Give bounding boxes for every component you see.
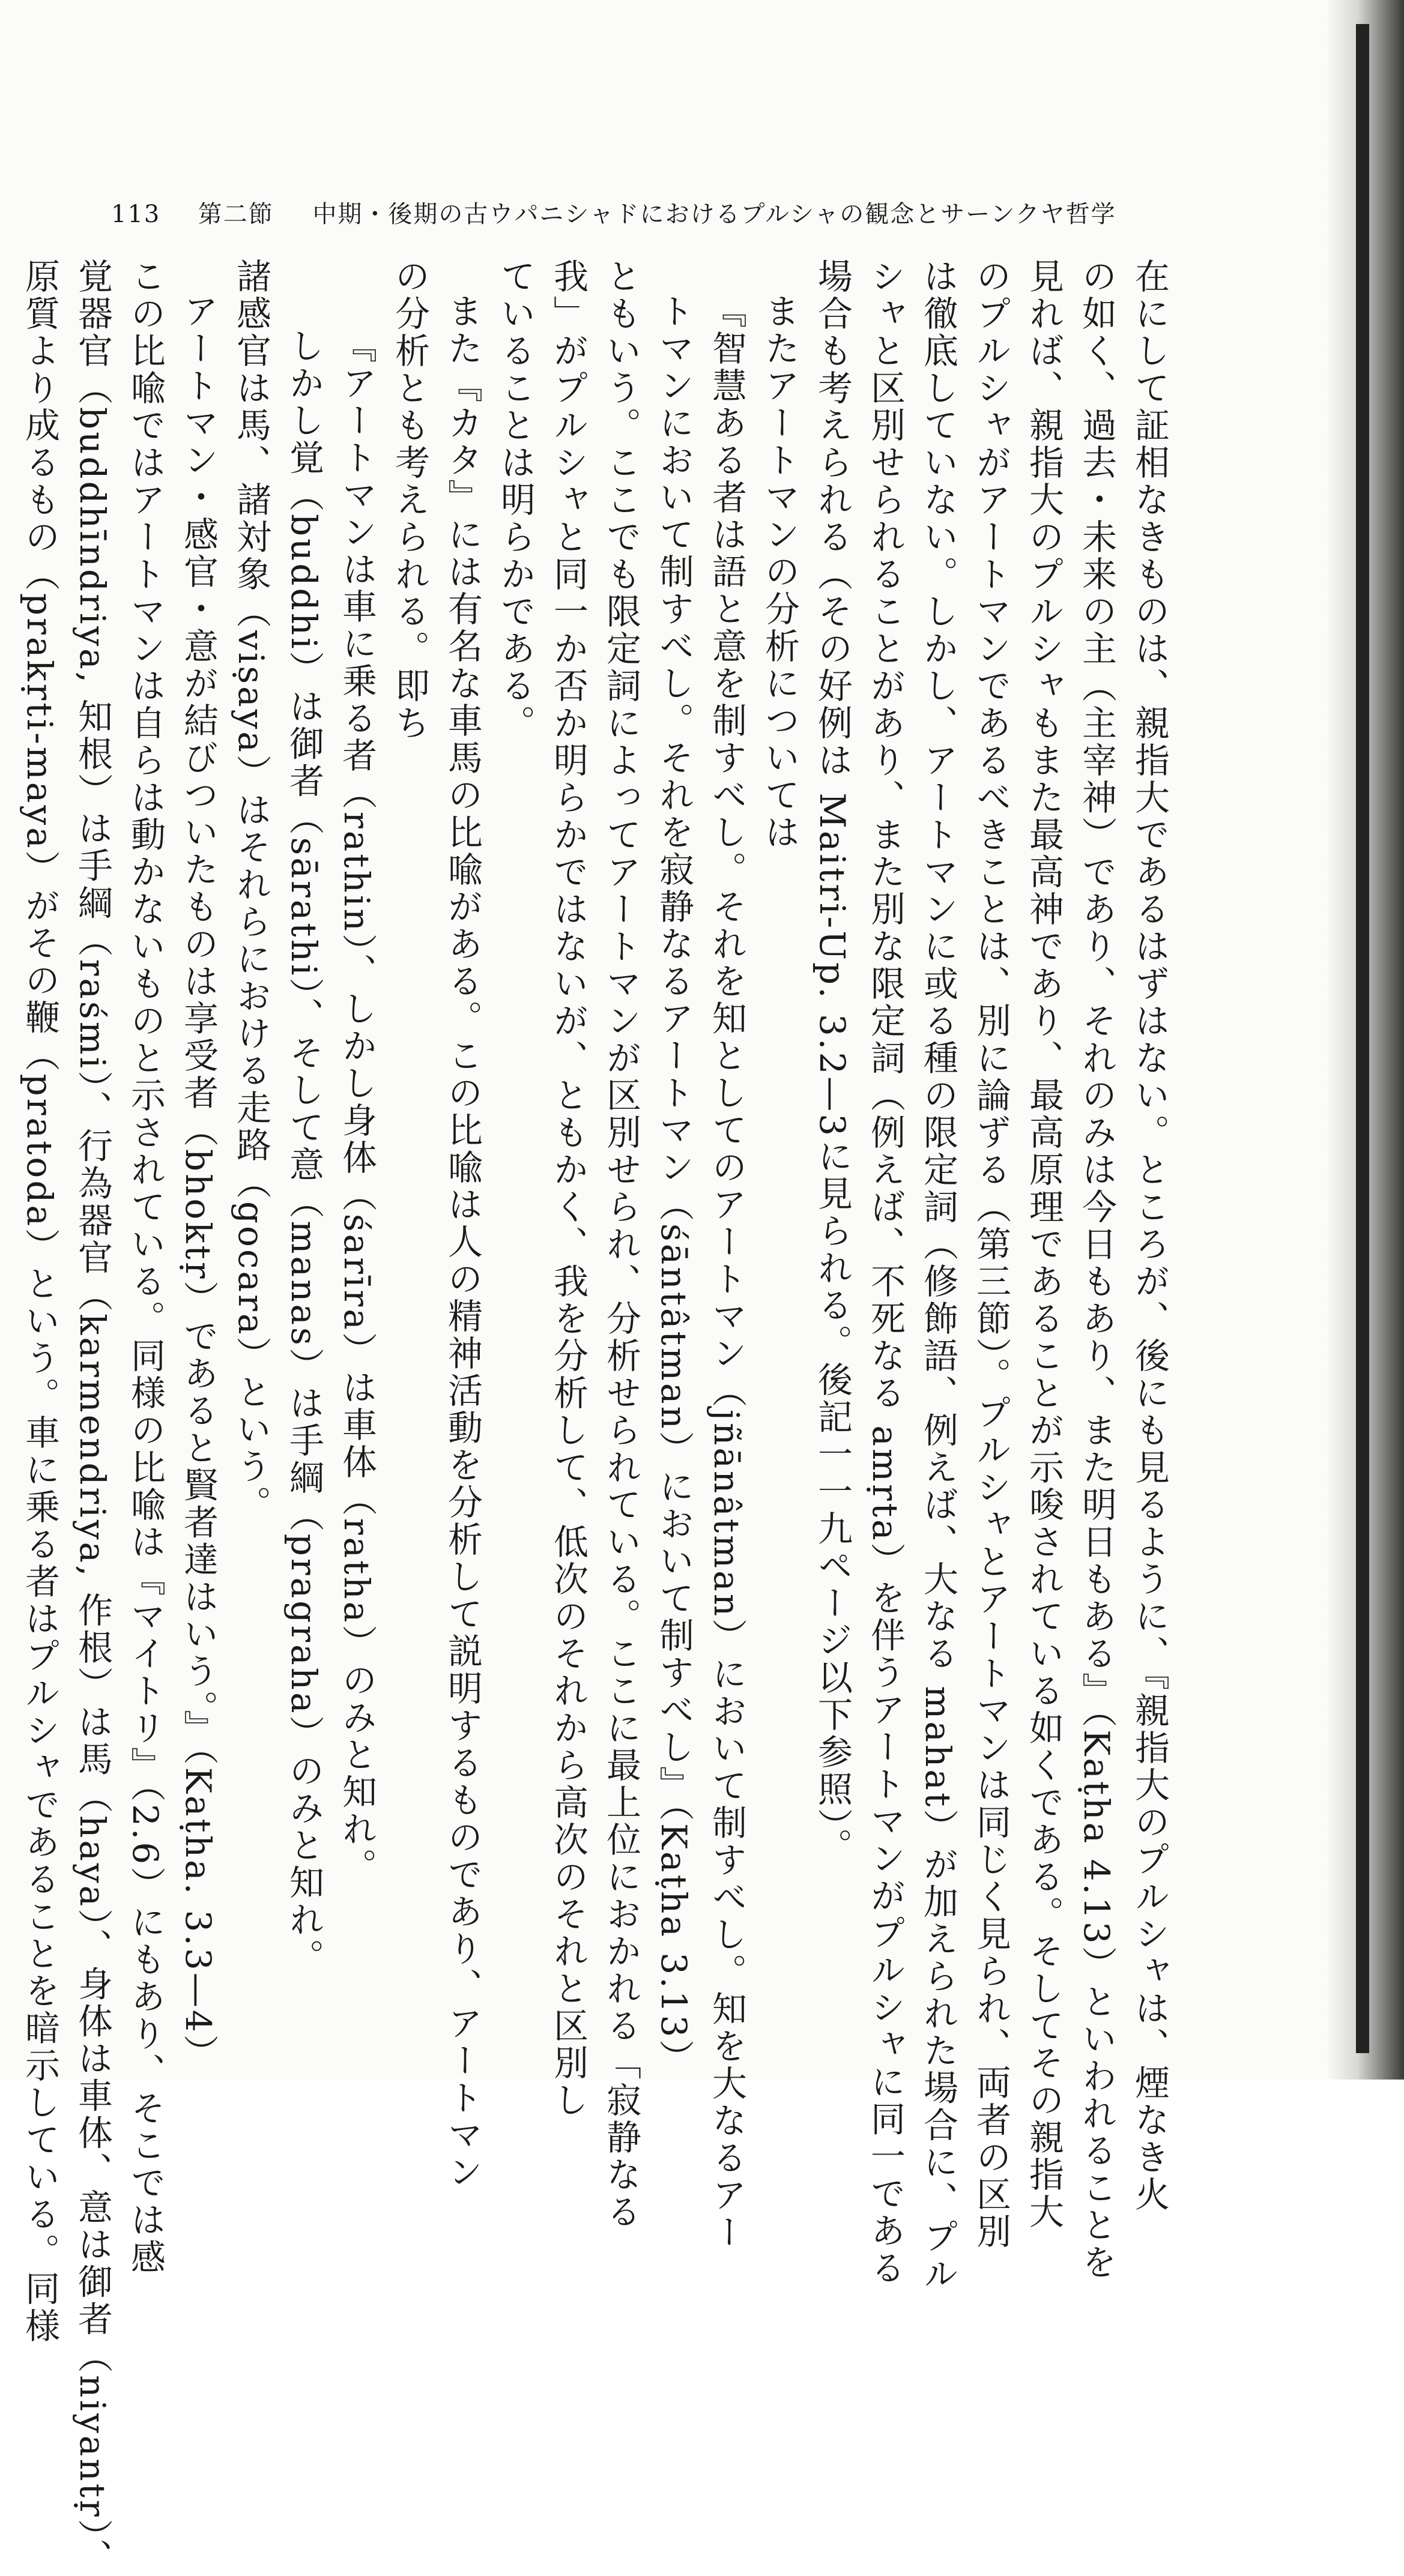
text-line: また『カタ』には有名な車馬の比喩がある。この比喩は人の精神活動を分析して説明するものであり、アートマン	[442, 293, 483, 2191]
text-line: ていることは明らかである。	[495, 258, 536, 742]
text-line: は徹底していない。しかし、アートマンに或る種の限定詞（修飾語、例えば、大なる mahat）が加えられた場合に、プル	[918, 258, 958, 2293]
text-line: 原質より成るもの（prakṛti-maya）がその鞭（pratoda）という。車に乗る者はプルシャであることを暗示している。同様	[19, 258, 60, 2345]
running-header	[111, 195, 1252, 231]
text-line: の如く、過去・未来の主（主宰神）であり、それのみは今日もあり、また明日もある』（Kaṭha 4.13）といわれることを	[1076, 258, 1117, 2281]
quote-line: しかし覚（buddhi）は御者（sārathi）、そして意（manas）は手綱（pragraha）のみと知れ。	[283, 328, 324, 1976]
section-label: 第二節	[198, 201, 274, 228]
text-line: 見れば、親指大のプルシャもまた最高神であり、最高原理であることが示唆されている如くである。そしてその親指大	[1023, 258, 1064, 2231]
quote-line: 『智慧ある者は語と意を制すべし。それを知としてのアートマン（jñānâtman）において制すべし。知を大なるアー	[706, 293, 747, 2252]
text-line: のプルシャがアートマンであるべきことは、別に論ずる（第三節）。プルシャとアートマンは同じく見られ、両者の区別	[970, 258, 1011, 2251]
quote-line: 諸感官は馬、諸対象（viṣaya）はそれらにおける走路（gocara）という。	[231, 258, 271, 1523]
quote-line: 『アートマンは車に乗る者（rathin）、しかし身体（śarīra）は車体（ratha）のみと知れ。	[336, 328, 377, 1886]
text-line: この比喩ではアートマンは自らは動かないものと示されている。同様の比喩は『マイトリ』（2.6）にもあり、そこでは感	[125, 258, 166, 2276]
chapter-title: 中期・後期の古ウパニシャドにおけるプルシャの観念とサーンクヤ哲学	[312, 201, 1116, 228]
text-line: ともいう。ここでも限定詞によってアートマンが区別せられ、分析せられている。ここに最上位におかれる「寂静なる	[601, 258, 641, 2231]
text-line: 覚器官（buddhīndriya, 知根）は手綱（raśmi）、行為器官（karmendriya, 作根）は馬（haya）、身体は車体、意は御者（niyantṛ）、	[72, 258, 113, 2576]
text-line: 場合も考えられる（その好例は Maitri-Up. 3.2—3に見られる。後記一一九ページ以下参照）。	[812, 258, 853, 1866]
body-text	[19, 258, 1176, 2576]
text-line: 在にして証相なきものは、親指大であるはずはない。ところが、後にも見るように、『親指大のプルシャは、煙なき火	[1129, 258, 1170, 2213]
text-line: シャと区別せられることがあり、また別な限定詞（例えば、不死なる amṛta）を伴うアートマンがプルシャに同一である	[865, 258, 906, 2287]
page-number: 113	[111, 201, 161, 228]
text-line: またアートマンの分析については	[759, 293, 800, 851]
text-line: の分析とも考えられる。即ち	[389, 258, 430, 742]
quote-line: トマンにおいて制すべし。それを寂静なるアートマン（śāntâtman）において制すべし』（Kaṭha 3.13）	[653, 293, 694, 2077]
text-line: 我」がプルシャと同一か否か明らかではないが、ともかく、我を分析して、低次のそれから高次のそれと区別し	[548, 258, 589, 2119]
binding-edge	[1356, 24, 1369, 2053]
quote-line: アートマン・感官・意が結びついたものは享受者（bhoktṛ）であると賢者達はいう。』（Kaṭha. 3.3—4）	[178, 293, 219, 2072]
